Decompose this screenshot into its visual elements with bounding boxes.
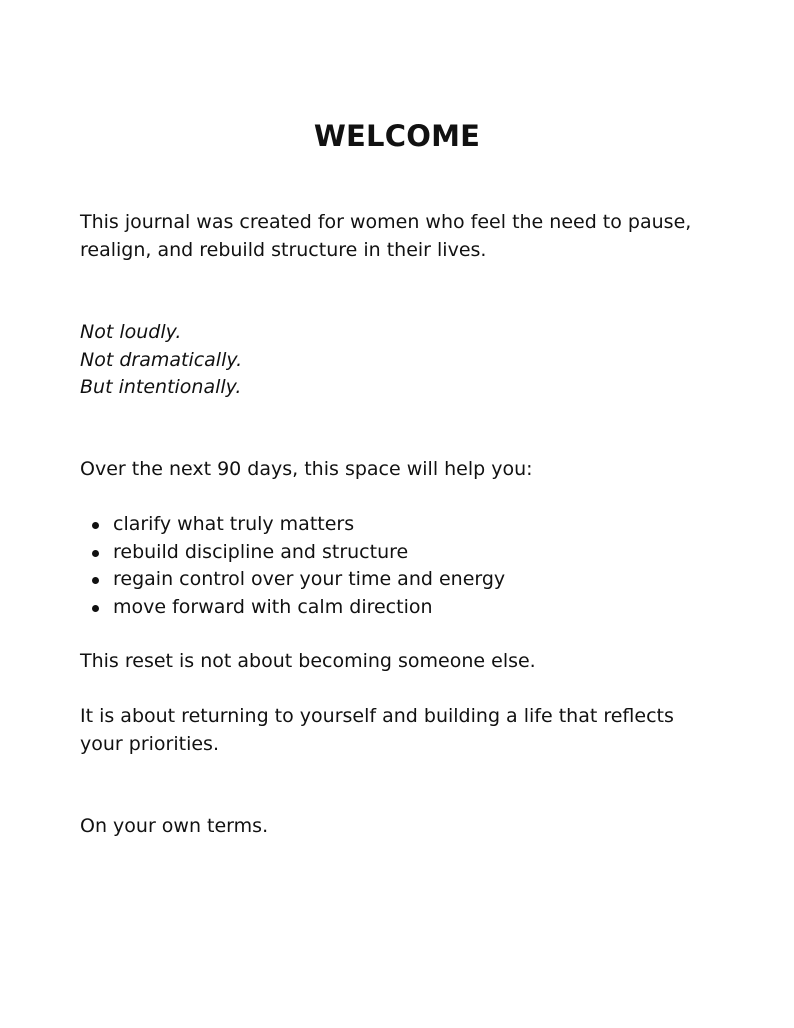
benefits-list	[80, 511, 720, 621]
list-item	[80, 594, 720, 622]
page-title: WELCOME	[313, 119, 481, 153]
stanza-line-3: But intentionally.	[80, 376, 242, 398]
reset-paragraph: This reset is not about becoming someone else.	[80, 650, 536, 672]
list-item-text: regain control over your time and energy	[113, 568, 506, 590]
bullet-dot-icon	[92, 550, 99, 557]
bullet-dot-icon	[92, 522, 99, 529]
closing-line: On your own terms.	[80, 815, 269, 837]
italic-stanza	[80, 319, 720, 402]
returning-paragraph: It is about returning to yourself and building a life that reflects your priorities.	[80, 705, 674, 755]
intro-paragraph: This journal was created for women who feel the need to pause, realign, and rebuild structure in their lives.	[80, 211, 692, 261]
stanza-line-2: Not dramatically.	[80, 348, 243, 371]
list-item	[80, 566, 720, 594]
list-item	[80, 511, 720, 539]
stanza-line-1: Not loudly.	[80, 321, 182, 343]
bullet-dot-icon	[92, 605, 99, 612]
list-item-text: move forward with calm direction	[113, 595, 433, 618]
list-item-text: clarify what truly matters	[113, 513, 355, 535]
list-item-text: rebuild discipline and structure	[113, 540, 409, 563]
lead-sentence: Over the next 90 days, this space will help you:	[80, 458, 533, 480]
bullet-dot-icon	[92, 577, 99, 584]
list-item	[80, 539, 720, 567]
